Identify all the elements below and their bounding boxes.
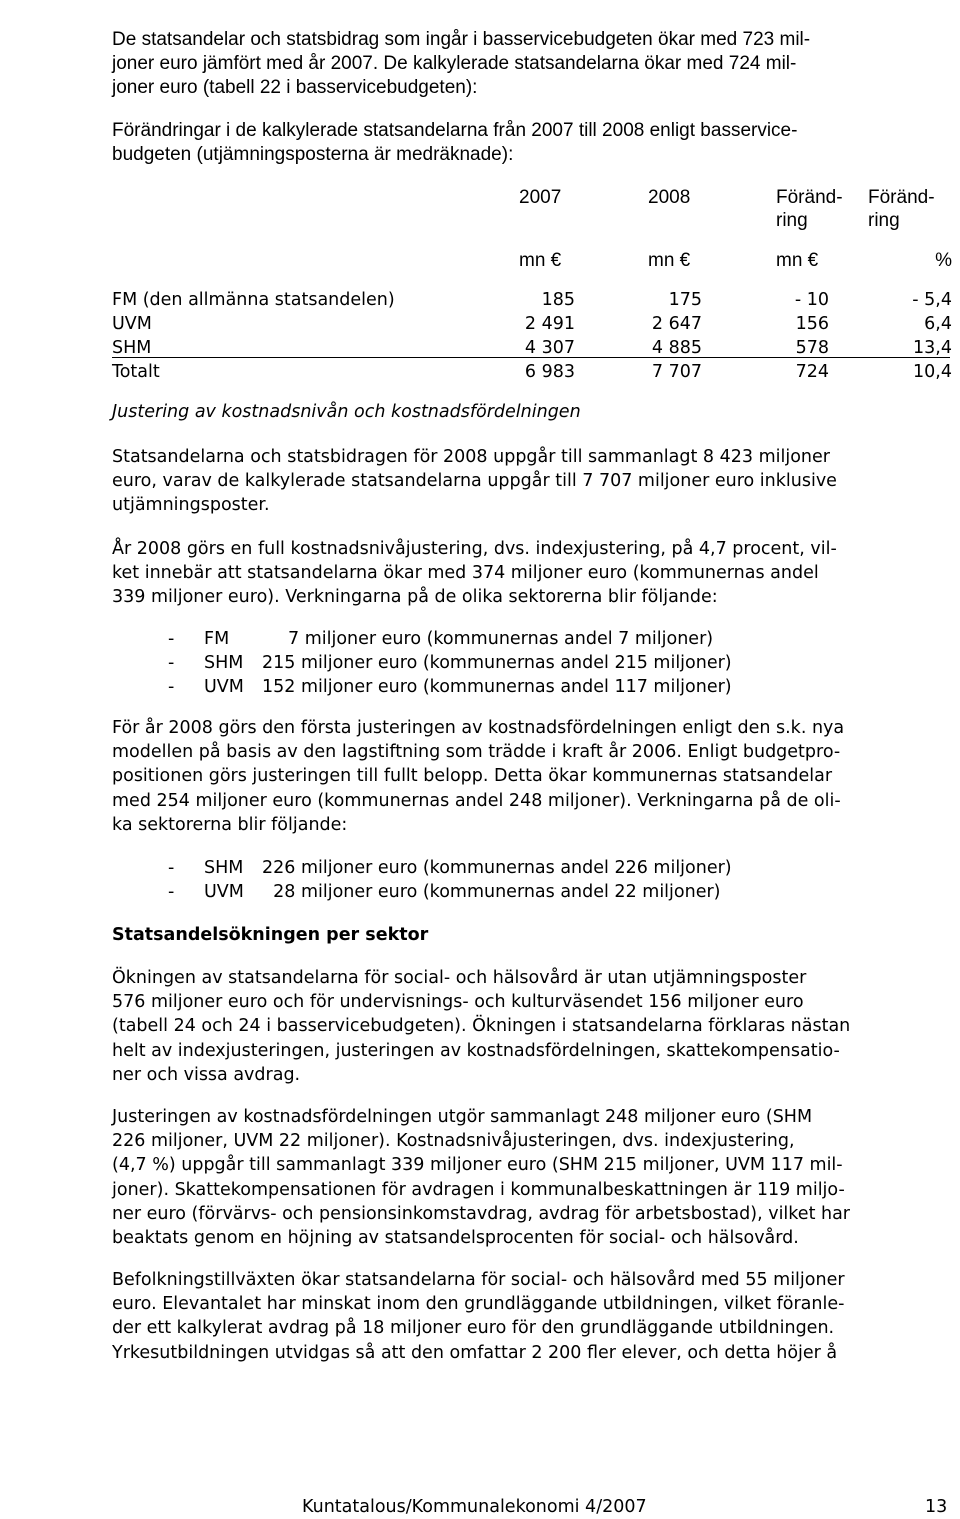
list-text: 152 miljoner euro (kommunernas andel 117 miljoner) xyxy=(262,677,732,697)
unit-change-amount: mn € xyxy=(776,250,819,271)
text-line: För år 2008 görs den första justeringen av kostnadsfördelningen enligt den s.k. nya xyxy=(112,718,845,738)
text-line: ka sektorerna blir följande: xyxy=(112,814,348,835)
list-text: 28 miljoner euro (kommunernas andel 22 miljoner) xyxy=(262,882,721,902)
text-line: der ett kalkylerat avdrag på 18 miljoner euro för den grundläggande utbildningen. xyxy=(112,1318,835,1339)
text-line: ket innebär att statsandelarna ökar med 374 miljoner euro (kommunernas andel xyxy=(112,563,819,584)
text-line: (tabell 24 och 24 i basservicebudgeten). Ökningen i statsandelarna förklaras nästan xyxy=(112,1016,851,1037)
paragraph xyxy=(112,537,942,610)
table-row-total xyxy=(112,360,952,384)
list-sector: SHM xyxy=(204,858,244,878)
text-line: De statsandelar och statsbidrag som ingår i basservicebudgeten ökar med 723 mil- xyxy=(112,29,811,50)
total-rule xyxy=(112,357,950,358)
text-line: 339 miljoner euro). Verkningarna på de olika sektorerna blir följande: xyxy=(112,587,718,608)
text-line: joner euro (tabell 22 i basservicebudgeten): xyxy=(112,77,478,98)
paragraph xyxy=(112,966,942,1087)
cell-change-percent: 6,4 xyxy=(924,314,952,334)
cell-2008: 175 xyxy=(668,290,702,310)
cell-change-amount: - 10 xyxy=(794,290,829,310)
list-item xyxy=(168,856,732,880)
cell-2007: 4 307 xyxy=(524,338,575,358)
table-row xyxy=(112,312,952,336)
header-change-percent: Föränd- ring xyxy=(868,187,935,231)
list-dash: - xyxy=(168,629,175,649)
section-heading-bold: Statsandelsökningen per sektor xyxy=(112,925,429,945)
text-line: modellen på basis av den lagstiftning som trädde i kraft år 2006. Enligt budgetpro- xyxy=(112,742,841,763)
unit-change-percent: % xyxy=(935,250,952,271)
text-line: Justeringen av kostnadsfördelningen utgör sammanlagt 248 miljoner euro (SHM xyxy=(112,1107,813,1127)
cell-2007: 2 491 xyxy=(524,314,575,334)
table-row xyxy=(112,288,952,312)
list-sector: FM xyxy=(204,629,230,649)
statsandelar-table xyxy=(112,186,952,386)
list-item xyxy=(168,651,732,675)
row-label: FM (den allmänna statsandelen) xyxy=(112,290,395,310)
row-label: SHM xyxy=(112,338,152,358)
paragraph xyxy=(112,1105,942,1250)
text-line: joner). Skattekompensationen för avdragen i kommunalbeskattningen är 119 miljo- xyxy=(112,1179,845,1200)
table-caption xyxy=(112,119,942,167)
intro-paragraph xyxy=(112,28,942,100)
text-line: ner och vissa avdrag. xyxy=(112,1064,301,1085)
text-line: positionen görs justeringen till fullt belopp. Detta ökar kommunernas statsandelar xyxy=(112,766,833,787)
text-line: ner euro (förvärvs- och pensionsinkomstavdrag, avdrag för arbetsbostad), vilket har xyxy=(112,1203,850,1224)
text-line: utjämningsposter. xyxy=(112,495,270,516)
cell-change-percent: 10,4 xyxy=(913,362,952,382)
section-heading-italic: Justering av kostnadsnivån och kostnadsfördelningen xyxy=(112,402,581,422)
unit-2007: mn € xyxy=(519,250,562,271)
text-line: helt av indexjusteringen, justeringen av kostnadsfördelningen, skattekompensatio- xyxy=(112,1040,840,1061)
page-number: 13 xyxy=(925,1497,948,1517)
text-line: beaktats genom en höjning av statsandelsprocenten för social- och hälsovård. xyxy=(112,1228,799,1249)
footer-source: Kuntatalous/Kommunalekonomi 4/2007 xyxy=(302,1497,647,1517)
cell-2008: 2 647 xyxy=(651,314,702,334)
list-item xyxy=(168,675,732,699)
list-sector: UVM xyxy=(204,882,244,902)
header-2007: 2007 xyxy=(519,187,562,208)
text-line: 576 miljoner euro och för undervisnings- och kulturväsendet 156 miljoner euro xyxy=(112,992,804,1013)
text-line: euro, varav de kalkylerade statsandelarna uppgår till 7 707 miljoner euro inklusive xyxy=(112,471,837,492)
cell-2008: 4 885 xyxy=(651,338,702,358)
list-dash: - xyxy=(168,677,175,697)
text-line: Ökningen av statsandelarna för social- och hälsovård är utan utjämningsposter xyxy=(112,968,807,988)
cell-2008: 7 707 xyxy=(651,362,702,382)
text-line: budgeten (utjämningsposterna är medräknade): xyxy=(112,144,514,165)
list-text: 226 miljoner euro (kommunernas andel 226 miljoner) xyxy=(262,858,732,878)
list-dash: - xyxy=(168,882,175,902)
text-line: Statsandelarna och statsbidragen för 2008 uppgår till sammanlagt 8 423 miljoner xyxy=(112,447,830,467)
cell-change-amount: 578 xyxy=(795,338,829,358)
cell-2007: 185 xyxy=(541,290,575,310)
list-dash: - xyxy=(168,653,175,673)
cell-change-amount: 724 xyxy=(795,362,829,382)
row-label: Totalt xyxy=(112,362,160,382)
list-text: 215 miljoner euro (kommunernas andel 215 miljoner) xyxy=(262,653,732,673)
unit-2008: mn € xyxy=(648,250,691,271)
list-item xyxy=(168,880,721,904)
list-text: 7 miljoner euro (kommunernas andel 7 miljoner) xyxy=(288,629,714,649)
text-line: Yrkesutbildningen utvidgas så att den omfattar 2 200 fler elever, och detta höjer å xyxy=(112,1342,838,1363)
text-line: 226 miljoner, UVM 22 miljoner). Kostnadsnivåjusteringen, dvs. indexjustering, xyxy=(112,1131,795,1152)
list-sector: SHM xyxy=(204,653,244,673)
header-change-amount: Föränd- ring xyxy=(776,187,843,231)
cell-change-percent: 13,4 xyxy=(913,338,952,358)
text-line: (4,7 %) uppgår till sammanlagt 339 miljoner euro (SHM 215 miljoner, UVM 117 mil- xyxy=(112,1155,843,1176)
text-line: euro. Elevantalet har minskat inom den grundläggande utbildningen, vilket föranle- xyxy=(112,1294,845,1315)
row-label: UVM xyxy=(112,314,152,334)
paragraph xyxy=(112,445,942,518)
text-line: År 2008 görs en full kostnadsnivåjustering, dvs. indexjustering, på 4,7 procent, vil- xyxy=(112,539,837,559)
header-2008: 2008 xyxy=(648,187,691,208)
text-line: med 254 miljoner euro (kommunernas andel 248 miljoner). Verkningarna på de oli- xyxy=(112,790,841,811)
list-item xyxy=(168,627,713,651)
paragraph xyxy=(112,1268,942,1365)
list-dash: - xyxy=(168,858,175,878)
cell-change-amount: 156 xyxy=(795,314,829,334)
list-sector: UVM xyxy=(204,677,244,697)
cell-change-percent: - 5,4 xyxy=(912,290,952,310)
text-line: Förändringar i de kalkylerade statsandelarna från 2007 till 2008 enligt basservice- xyxy=(112,120,798,141)
text-line: Befolkningstillväxten ökar statsandelarna för social- och hälsovård med 55 miljoner xyxy=(112,1270,845,1290)
text-line: joner euro jämfört med år 2007. De kalkylerade statsandelarna ökar med 724 mil- xyxy=(112,53,797,74)
paragraph xyxy=(112,716,942,837)
cell-2007: 6 983 xyxy=(524,362,575,382)
